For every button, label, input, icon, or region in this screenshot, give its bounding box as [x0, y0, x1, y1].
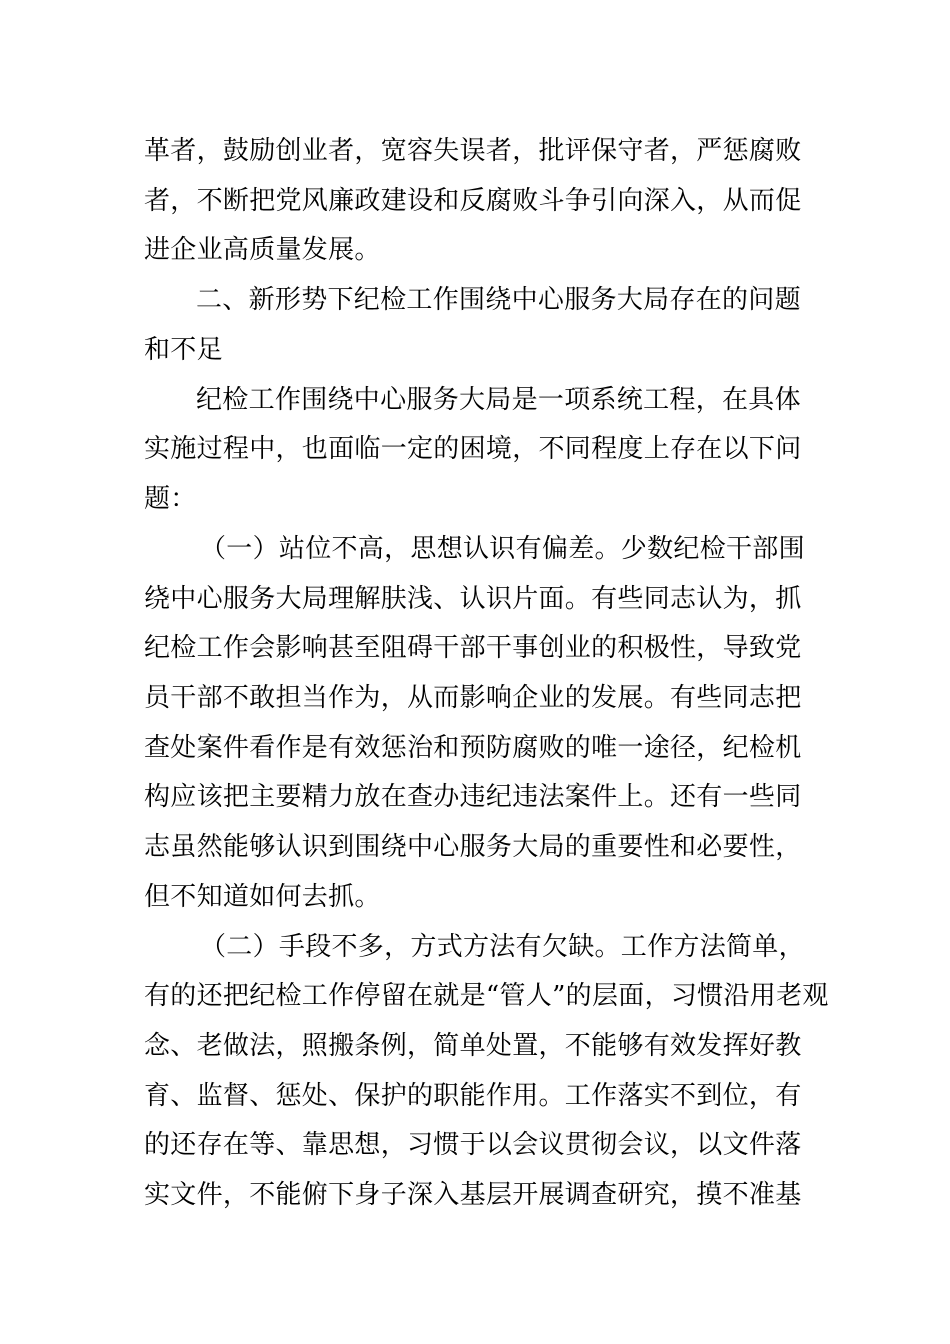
text-line: 绕中心服务大局理解肤浅、认识片面。有些同志认为，抓 [144, 584, 802, 614]
text-line: 者，不断把党风廉政建设和反腐败斗争引向深入，从而促 [144, 186, 802, 216]
section-heading: 二、新形势下纪检工作围绕中心服务大局存在的问题 [196, 285, 801, 315]
section-heading-continued: 和不足 [144, 335, 223, 365]
text-line: 纪检工作会影响甚至阻碍干部干事创业的积极性，导致党 [144, 633, 802, 663]
text-line: 育、监督、惩处、保护的职能作用。工作落实不到位，有 [144, 1081, 802, 1111]
text-line: 的还存在等、靠思想，习惯于以会议贯彻会议，以文件落 [144, 1130, 802, 1160]
text-line: 实文件，不能俯下身子深入基层开展调查研究，摸不准基 [144, 1180, 802, 1210]
text-line: 查处案件看作是有效惩治和预防腐败的唯一途径，纪检机 [144, 733, 802, 763]
text-line: 员干部不敢担当作为，从而影响企业的发展。有些同志把 [144, 683, 802, 713]
text-line: 志虽然能够认识到围绕中心服务大局的重要性和必要性， [144, 832, 802, 862]
subsection-two-start: （二）手段不多，方式方法有欠缺。工作方法简单， [200, 932, 805, 962]
subsection-one-start: （一）站位不高，思想认识有偏差。少数纪检干部围 [200, 534, 805, 564]
text-line: 但不知道如何去抓。 [144, 882, 381, 912]
text-line: 纪检工作围绕中心服务大局是一项系统工程，在具体 [196, 385, 801, 415]
text-line: 进企业高质量发展。 [144, 235, 381, 265]
text-line: 题： [144, 484, 197, 514]
text-line: 构应该把主要精力放在查办违纪违法案件上。还有一些同 [144, 782, 802, 812]
text-line: 实施过程中，也面临一定的困境，不同程度上存在以下问 [144, 434, 802, 464]
text-line: 念、老做法，照搬条例，简单处置，不能够有效发挥好教 [144, 1031, 802, 1061]
text-line: 革者，鼓励创业者，宽容失误者，批评保守者，严惩腐败 [144, 136, 802, 166]
text-line: 有的还把纪检工作停留在就是“管人”的层面，习惯沿用老观 [144, 981, 829, 1011]
